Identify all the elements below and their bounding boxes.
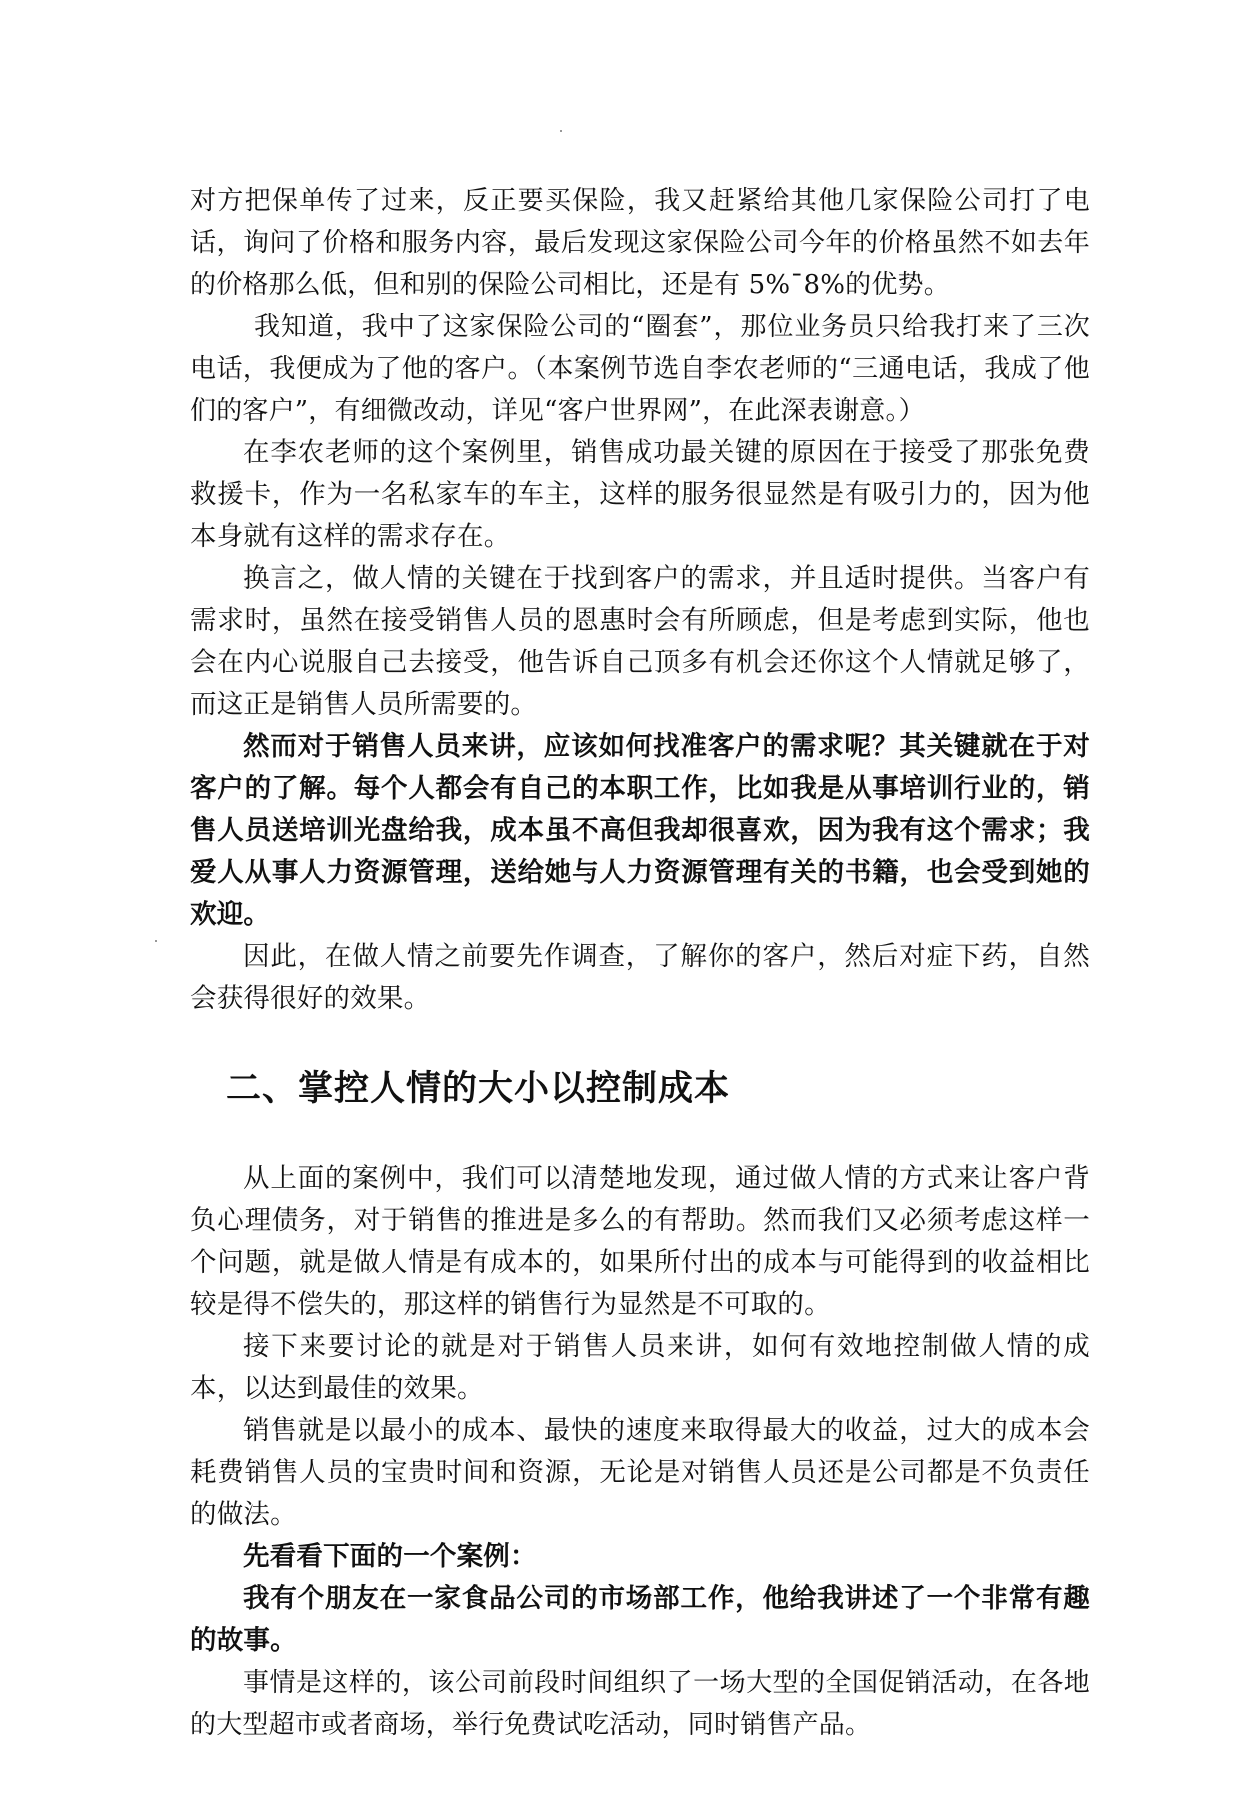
- section-heading: 二、掌控人情的大小以控制成本: [226, 1069, 731, 1109]
- scan-speck: [560, 130, 562, 132]
- paragraph-trap: 我知道，我中了这家保险公司的“圈套”，那位业务员只给我打来了三次电话，我便成为了他的客户。（本案例节选自李农老师的“三通电话，我成了他们的客户”，有细微改动，详见“客户世界网”，在此深表谢意。）: [190, 312, 1090, 426]
- document-page: [190, 180, 1090, 1746]
- paragraph-control-cost: 接下来要讨论的就是对于销售人员来讲，如何有效地控制做人情的成本，以达到最佳的效果。: [190, 1331, 1090, 1404]
- scan-speck: [155, 940, 157, 942]
- paragraph-friend-story: 我有个朋友在一家食品公司的市场部工作，他给我讲述了一个非常有趣的故事。: [190, 1583, 1090, 1656]
- paragraph-customer-needs: 换言之，做人情的关键在于找到客户的需求，并且适时提供。当客户有需求时，虽然在接受销售人员的恩惠时会有所顾虑，但是考虑到实际，他也会在内心说服自己去接受，他告诉自己顶多有机会还你这个人情就足够了，而这正是销售人员所需要的。: [190, 563, 1090, 720]
- paragraph-investigate-first: 因此，在做人情之前要先作调查，了解你的客户，然后对症下药，自然会获得很好的效果。: [190, 941, 1090, 1014]
- paragraph-case-analysis: 在李农老师的这个案例里，销售成功最关键的原因在于接受了那张免费救援卡，作为一名私家车的车主，这样的服务很显然是有吸引力的，因为他本身就有这样的需求存在。: [190, 437, 1090, 552]
- paragraph-minimum-cost: 销售就是以最小的成本、最快的速度来取得最大的收益，过大的成本会耗费销售人员的宝贵时间和资源，无论是对销售人员还是公司都是不负责任的做法。: [190, 1415, 1090, 1530]
- paragraph-promotion-event: 事情是这样的，该公司前段时间组织了一场大型的全国促销活动，在各地的大型超市或者商场，举行免费试吃活动，同时销售产品。: [190, 1668, 1090, 1740]
- paragraph-insurance-price: 对方把保单传了过来，反正要买保险，我又赶紧给其他几家保险公司打了电话，询问了价格和服务内容，最后发现这家保险公司今年的价格虽然不如去年的价格那么低，但和别的保险公司相比，还是有 5%¯8%的优势。: [190, 186, 1090, 300]
- paragraph-psychological-debt: 从上面的案例中，我们可以清楚地发现，通过做人情的方式来让客户背负心理债务，对于销售的推进是多么的有帮助。然而我们又必须考虑这样一个问题，就是做人情是有成本的，如果所付出的成本与可能得到的收益相比较是得不偿失的，那这样的销售行为显然是不可取的。: [190, 1163, 1090, 1320]
- paragraph-case-intro: 先看看下面的一个案例：: [243, 1541, 537, 1572]
- paragraph-understand-customer: 然而对于销售人员来讲，应该如何找准客户的需求呢？其关键就在于对客户的了解。每个人都会有自己的本职工作，比如我是从事培训行业的，销售人员送培训光盘给我，成本虽不高但我却很喜欢，因为我有这个需求；我爱人从事人力资源管理，送给她与人力资源管理有关的书籍，也会受到她的欢迎。: [190, 731, 1090, 930]
